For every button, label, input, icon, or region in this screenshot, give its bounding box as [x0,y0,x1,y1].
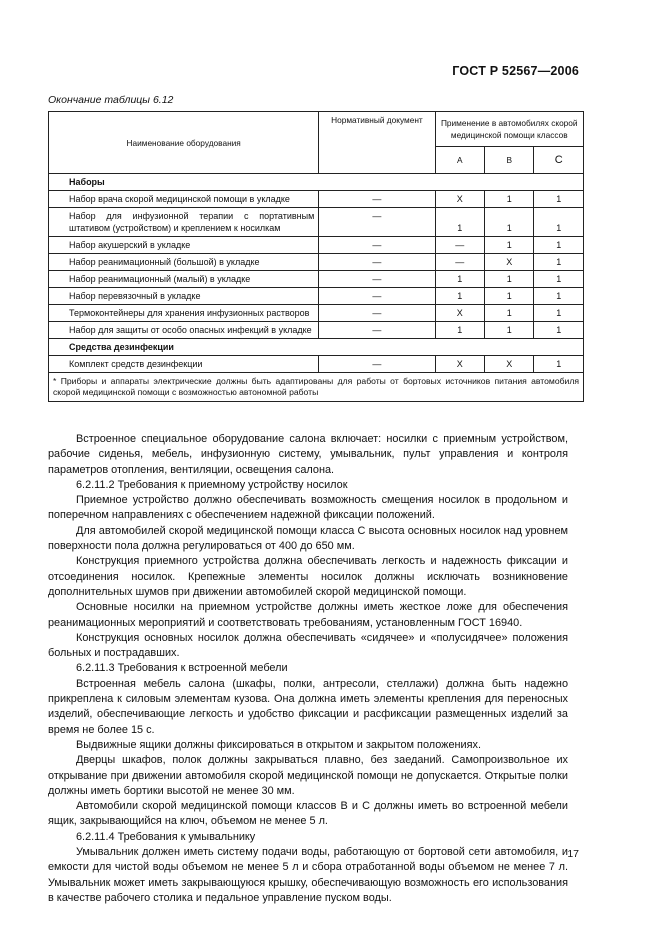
table-row [49,174,584,191]
item-class-b: 1 [485,191,534,208]
table-footnote-row [49,373,584,402]
item-norm: — [319,271,435,288]
item-name: Набор реанимационный (большой) в укладке [49,254,319,271]
item-class-a: — [435,254,485,271]
col-header-class-b: В [485,147,534,174]
table-row [49,191,584,208]
item-name: Термоконтейнеры для хранения инфузионных растворов [49,305,319,322]
body-text [48,432,568,906]
paragraph: Основные носилки на приемном устройстве должны иметь жесткое ложе для обеспечения реанимационных мероприятий и соответствовать требованиям, установленным ГОСТ 16940. [48,601,568,629]
table-row [49,305,584,322]
col-header-norm: Нормативный документ [319,112,435,174]
item-class-a: 1 [435,288,485,305]
item-class-a: 1 [435,208,485,237]
item-class-b: 1 [485,288,534,305]
item-norm: — [319,288,435,305]
col-header-apply: Применение в автомобилях скорой медицинской помощи классов [435,112,583,147]
item-name: Комплект средств дезинфекции [49,356,319,373]
item-class-c: 1 [534,356,584,373]
table-footnote: * Приборы и аппараты электрические должны быть адаптированы для работы от бортовых источников питания автомобиля скорой медицинской помощи с возможностью автономной работы [49,373,584,402]
item-class-c: 1 [534,237,584,254]
item-class-a: X [435,356,485,373]
paragraph: Для автомобилей скорой медицинской помощи класса С высота основных носилок над уровнем поверхности пола должна регулироваться от 400 до 650 мм. [48,524,568,553]
paragraph: Встроенная мебель салона (шкафы, полки, антресоли, стеллажи) должна быть надежно прикреплена к силовым элементам кузова. Она должна иметь элементы крепления для переносных изделий, обеспечивающие легкость и удобство фиксации и расфиксации размещенных изделий за время не более 15 с. [48,677,568,736]
item-norm: — [319,191,435,208]
table-row [49,208,584,237]
item-class-b: X [485,254,534,271]
table-caption: Окончание таблицы 6.12 [48,94,174,106]
item-class-c: 1 [534,191,584,208]
table-row [49,237,584,254]
table-row [49,271,584,288]
paragraph: Конструкция приемного устройства должна обеспечивать легкость и надежность фиксации и отсоединения носилок. Крепежные элементы носилок должны исключать возникновение дополнительных шумов при движении автомобилей скорой медицинской помощи. [48,555,568,598]
item-name: Набор реанимационный (малый) в укладке [49,271,319,288]
item-class-b: 1 [485,271,534,288]
item-class-a: 1 [435,271,485,288]
item-class-b: 1 [485,237,534,254]
equipment-table [48,111,584,402]
item-class-c: 1 [534,322,584,339]
subsection-heading: 6.2.11.2 Требования к приемному устройству носилок [76,478,348,491]
paragraph: Выдвижные ящики должны фиксироваться в открытом и закрытом положениях. [76,738,481,751]
item-name: Набор перевязочный в укладке [49,288,319,305]
item-class-c: 1 [534,305,584,322]
table-body [49,174,584,402]
item-class-c: 1 [534,208,584,237]
paragraph: Умывальник должен иметь систему подачи воды, работающую от бортовой сети автомобиля, и емкости для чистой воды объемом не менее 5 л и сбора отработанной воды объемом не менее 7 л. Умывальник может иметь закрывающуюся крышку, обеспечивающую возможность его использования в качестве рабочего столика и педальное управление пуском воды. [48,846,568,904]
item-norm: — [319,254,435,271]
item-class-b: 1 [485,322,534,339]
item-name: Набор для защиты от особо опасных инфекций в укладке [49,322,319,339]
item-class-a: — [435,237,485,254]
item-class-a: X [435,305,485,322]
item-norm: — [319,305,435,322]
item-class-b: X [485,356,534,373]
item-name: Набор акушерский в укладке [49,237,319,254]
table-row [49,339,584,356]
subsection-heading: 6.2.11.4 Требования к умывальнику [76,830,256,843]
col-header-class-c: С [534,147,584,174]
item-class-c: 1 [534,288,584,305]
document-code: ГОСТ Р 52567—2006 [452,64,579,78]
col-header-name: Наименование оборудования [49,112,319,174]
item-class-c: 1 [534,271,584,288]
section-label: Средства дезинфекции [49,339,584,356]
item-class-b: 1 [485,208,534,237]
table-row [49,288,584,305]
paragraph: Встроенное специальное оборудование салона включает: носилки с приемным устройством, рабочие сиденья, мебель, инфузионную систему, умывальник, пульт управления и контроля параметров отопления, вентиляции, освещения салона. [48,433,568,476]
col-header-class-a: А [435,147,485,174]
item-class-a: X [435,191,485,208]
paragraph: Дверцы шкафов, полок должны закрываться плавно, без заеданий. Самопроизвольное их открывание при движении автомобиля скорой медицинской помощи не допускается. Открытые полки должны иметь бортики высотой не менее 30 мм. [48,754,568,797]
page-number: 17 [567,848,579,860]
item-class-a: 1 [435,322,485,339]
table-row [49,322,584,339]
item-norm: — [319,322,435,339]
item-name: Набор врача скорой медицинской помощи в укладке [49,191,319,208]
item-class-c: 1 [534,254,584,271]
section-label: Наборы [49,174,584,191]
subsection-heading: 6.2.11.3 Требования к встроенной мебели [76,662,288,675]
paragraph: Приемное устройство должно обеспечивать возможность смещения носилок в продольном и поперечном направлениях с обеспечением надежной фиксации положений. [48,494,568,522]
item-norm: — [319,356,435,373]
paragraph: Автомобили скорой медицинской помощи классов В и С должны иметь во встроенной мебели ящик, закрывающийся на ключ, объемом не менее 5 л. [48,800,568,828]
item-norm: — [319,237,435,254]
table-row [49,356,584,373]
table-row [49,254,584,271]
paragraph: Конструкция основных носилок должна обеспечивать «сидячее» и «полусидячее» положения больных и пострадавших. [48,631,568,660]
item-norm: — [319,208,435,237]
item-name: Набор для инфузионной терапии с портативным штативом (устройством) и креплением к носилкам [49,208,319,237]
item-class-b: 1 [485,305,534,322]
